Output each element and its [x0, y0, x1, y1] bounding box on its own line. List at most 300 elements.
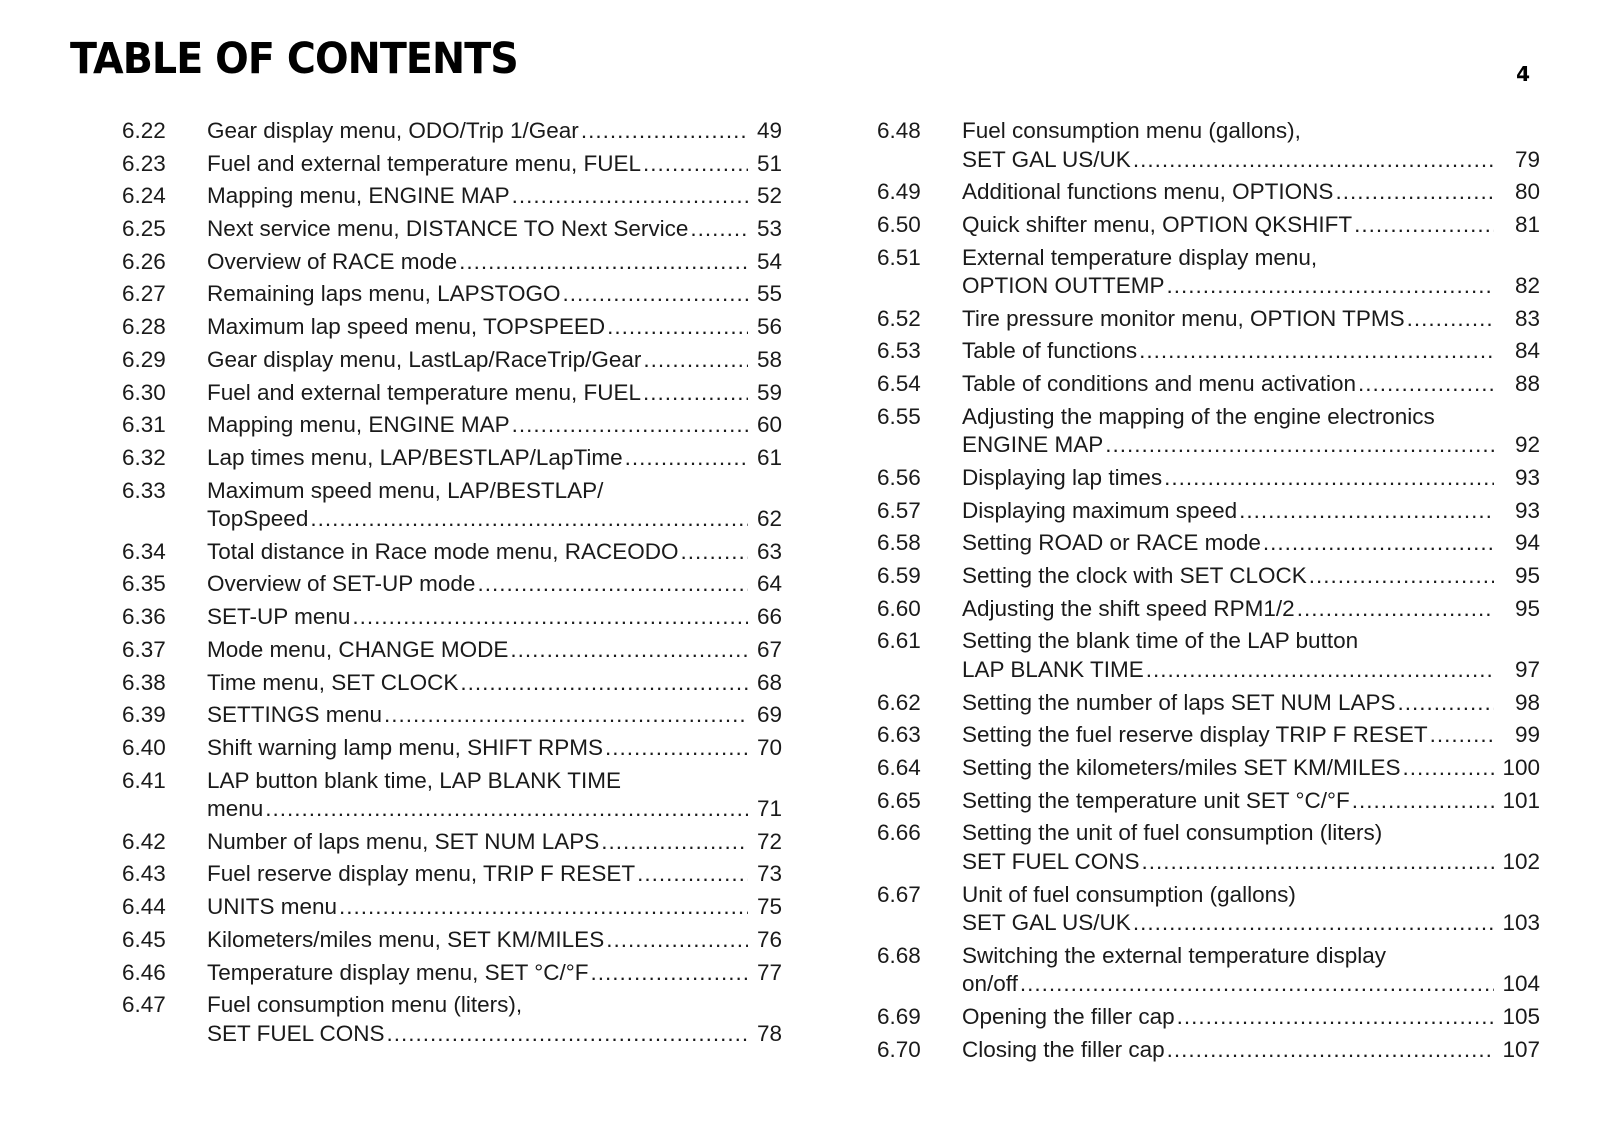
toc-page-number: 80 — [1514, 179, 1540, 205]
toc-entry-title: Fuel consumption menu (gallons), — [962, 118, 1301, 143]
dot-leader — [643, 346, 748, 375]
toc-entry-title: Mapping menu, ENGINE MAP — [207, 412, 510, 438]
toc-entry-title: Overview of SET-UP mode — [207, 571, 476, 597]
toc-entry-text — [207, 603, 782, 632]
toc-entry-title-continuation: OPTION OUTTEMP — [962, 273, 1165, 299]
toc-entry[interactable] — [122, 701, 782, 730]
toc-entry-text — [962, 178, 1540, 207]
toc-entry-last-line — [207, 669, 782, 698]
toc-entry[interactable] — [877, 337, 1540, 366]
toc-section-number: 6.59 — [877, 563, 921, 589]
dot-leader — [1164, 464, 1494, 493]
dot-leader — [1335, 178, 1494, 207]
toc-entry-title: Overview of RACE mode — [207, 248, 458, 274]
toc-entry-title: Fuel and external temperature menu, FUEL — [207, 150, 641, 176]
dot-leader — [384, 701, 748, 730]
toc-entry-text — [962, 562, 1540, 591]
toc-section-number: 6.52 — [877, 305, 921, 331]
toc-entry-title: SET-UP menu — [207, 604, 351, 630]
dot-leader — [690, 215, 748, 244]
dot-leader — [625, 444, 748, 473]
dot-leader — [1167, 1036, 1494, 1065]
toc-entry[interactable] — [877, 595, 1540, 624]
toc-section-number: 6.30 — [122, 379, 166, 405]
dot-leader — [1020, 970, 1494, 999]
toc-entry[interactable] — [122, 538, 782, 567]
toc-entry-title-continuation: SET GAL US/UK — [962, 146, 1131, 172]
toc-entry-title: Fuel consumption menu (liters), — [207, 992, 523, 1018]
toc-entry-text — [962, 787, 1540, 816]
toc-entry-text — [962, 942, 1540, 999]
toc-entry-title: Additional functions menu, OPTIONS — [962, 179, 1334, 205]
toc-entry-title-continuation: TopSpeed — [207, 506, 309, 532]
toc-entry[interactable] — [877, 370, 1540, 399]
dot-leader — [1407, 305, 1494, 334]
toc-entry-text — [207, 150, 782, 179]
toc-entry-last-line — [207, 215, 782, 244]
toc-page-number: 93 — [1514, 497, 1540, 523]
toc-entry-title: Setting the number of laps SET NUM LAPS — [962, 689, 1396, 715]
toc-entry-last-line — [207, 959, 782, 988]
toc-entry-text — [207, 734, 782, 763]
toc-section-number: 6.38 — [122, 669, 166, 695]
toc-page-number: 58 — [756, 346, 782, 372]
toc-entry-text — [207, 117, 782, 146]
toc-page-number: 69 — [756, 702, 782, 728]
toc-entry[interactable] — [877, 305, 1540, 334]
toc-entry[interactable] — [877, 942, 1540, 999]
toc-entry-text — [207, 991, 782, 1048]
toc-section-number: 6.69 — [877, 1003, 921, 1029]
toc-entry-last-line — [207, 795, 782, 824]
toc-entry-last-line — [962, 1036, 1540, 1065]
toc-entry-last-line — [207, 603, 782, 632]
toc-entry-last-line — [207, 313, 782, 342]
toc-section-number: 6.54 — [877, 371, 921, 397]
dot-leader — [310, 505, 748, 534]
toc-section-number: 6.49 — [877, 179, 921, 205]
toc-section-number: 6.44 — [122, 894, 166, 920]
toc-entry-last-line — [207, 379, 782, 408]
page-number: 4 — [1516, 62, 1530, 86]
toc-entry-last-line — [962, 497, 1540, 526]
toc-section-number: 6.45 — [122, 926, 166, 952]
toc-page-number: 67 — [756, 636, 782, 662]
dot-leader — [510, 636, 748, 665]
toc-entry-title-continuation: menu — [207, 796, 264, 822]
toc-entry-text — [962, 464, 1540, 493]
toc-page-number: 52 — [756, 183, 782, 209]
toc-entry[interactable] — [122, 603, 782, 632]
toc-entry[interactable] — [122, 313, 782, 342]
toc-section-number: 6.27 — [122, 281, 166, 307]
toc-section-number: 6.25 — [122, 216, 166, 242]
toc-entry-text — [207, 346, 782, 375]
dot-leader — [460, 669, 748, 698]
toc-entry[interactable] — [877, 464, 1540, 493]
toc-entry-text — [962, 754, 1540, 783]
toc-entry-title: Mode menu, CHANGE MODE — [207, 636, 509, 662]
toc-entry-title: Closing the filler cap — [962, 1036, 1165, 1062]
toc-entry-last-line — [207, 117, 782, 146]
toc-entry[interactable] — [877, 178, 1540, 207]
toc-entry-last-line — [207, 860, 782, 889]
toc-entry-title: Shift warning lamp menu, SHIFT RPMS — [207, 734, 603, 760]
toc-entry-title-continuation: ENGINE MAP — [962, 432, 1104, 458]
dot-leader — [606, 926, 748, 955]
toc-section-number: 6.68 — [877, 942, 921, 968]
toc-entry[interactable] — [877, 627, 1540, 684]
toc-section-number: 6.31 — [122, 412, 166, 438]
toc-section-number: 6.40 — [122, 734, 166, 760]
dot-leader — [1142, 848, 1494, 877]
toc-entry-title: Table of functions — [962, 338, 1138, 364]
toc-page-number: 103 — [1502, 910, 1540, 936]
toc-section-number: 6.22 — [122, 118, 166, 143]
dot-leader — [1239, 497, 1494, 526]
toc-entry-last-line — [962, 337, 1540, 366]
toc-section-number: 6.36 — [122, 604, 166, 630]
toc-entry-text — [962, 497, 1540, 526]
toc-page-number: 73 — [756, 861, 782, 887]
toc-entry[interactable] — [122, 150, 782, 179]
toc-entry-last-line — [962, 211, 1540, 240]
toc-entry-title-continuation: SET FUEL CONS — [962, 848, 1140, 874]
toc-entry-text — [962, 819, 1540, 876]
toc-entry-title: Setting the fuel reserve display TRIP F RESET — [962, 722, 1428, 748]
toc-page-number: 107 — [1502, 1036, 1540, 1062]
toc-entry-last-line — [962, 787, 1540, 816]
toc-section-number: 6.42 — [122, 828, 166, 854]
toc-section-number: 6.67 — [877, 881, 921, 907]
toc-page-number: 101 — [1502, 787, 1540, 813]
toc-page-number: 61 — [756, 444, 782, 470]
toc-page-number: 82 — [1514, 273, 1540, 299]
toc-page-number: 104 — [1502, 971, 1540, 997]
toc-entry[interactable] — [877, 787, 1540, 816]
toc-entry-title-continuation: SET FUEL CONS — [207, 1020, 385, 1046]
toc-entry[interactable] — [877, 721, 1540, 750]
dot-leader — [1263, 529, 1494, 558]
toc-section-number: 6.50 — [877, 211, 921, 237]
toc-entry-title: Gear display menu, LastLap/RaceTrip/Gear — [207, 346, 642, 372]
toc-entry[interactable] — [122, 767, 782, 824]
toc-entry-last-line — [207, 926, 782, 955]
dot-leader — [1133, 146, 1494, 175]
toc-section-number: 6.55 — [877, 403, 921, 429]
toc-entry-text — [962, 1036, 1540, 1065]
toc-entry[interactable] — [122, 636, 782, 665]
toc-section-number: 6.29 — [122, 346, 166, 372]
toc-entry-last-line — [962, 656, 1540, 685]
dot-leader — [387, 1020, 748, 1049]
toc-entry[interactable] — [877, 819, 1540, 876]
toc-entry[interactable] — [877, 881, 1540, 938]
toc-left-column — [122, 117, 782, 1052]
dot-leader — [459, 248, 748, 277]
toc-entry-text — [962, 211, 1540, 240]
toc-entry[interactable] — [877, 529, 1540, 558]
dot-leader — [1358, 370, 1494, 399]
toc-entry-last-line — [962, 970, 1540, 999]
toc-entry[interactable] — [122, 379, 782, 408]
toc-entry[interactable] — [122, 248, 782, 277]
toc-entry[interactable] — [877, 689, 1540, 718]
toc-entry-title: Kilometers/miles menu, SET KM/MILES — [207, 926, 605, 952]
dot-leader — [590, 959, 748, 988]
toc-page-number: 59 — [756, 379, 782, 405]
toc-entry-text — [207, 860, 782, 889]
dot-leader — [477, 570, 748, 599]
toc-page-number: 63 — [756, 538, 782, 564]
toc-section-number: 6.28 — [122, 314, 166, 340]
toc-entry-text — [962, 689, 1540, 718]
toc-entry-title: SETTINGS menu — [207, 702, 383, 728]
toc-page-number: 78 — [756, 1020, 782, 1046]
toc-entry-title: Time menu, SET CLOCK — [207, 669, 459, 695]
toc-entry[interactable] — [122, 860, 782, 889]
toc-entry-last-line — [962, 595, 1540, 624]
toc-entry-text — [207, 182, 782, 211]
toc-entry-last-line — [207, 701, 782, 730]
toc-page-number: 76 — [756, 926, 782, 952]
dot-leader — [352, 603, 748, 632]
toc-page-number: 95 — [1514, 595, 1540, 621]
toc-entry-title: Next service menu, DISTANCE TO Next Service — [207, 216, 689, 242]
toc-page-number: 98 — [1514, 689, 1540, 715]
toc-entry-text — [207, 215, 782, 244]
toc-entry-text — [207, 411, 782, 440]
toc-entry-last-line — [207, 893, 782, 922]
toc-entry-last-line — [962, 370, 1540, 399]
toc-entry[interactable] — [877, 754, 1540, 783]
toc-section-number: 6.47 — [122, 992, 166, 1018]
toc-entry-text — [962, 337, 1540, 366]
toc-entry-last-line — [207, 734, 782, 763]
toc-entry-text — [962, 117, 1540, 174]
toc-section-number: 6.37 — [122, 636, 166, 662]
toc-page-number: 68 — [756, 669, 782, 695]
toc-entry[interactable] — [877, 497, 1540, 526]
toc-section-number: 6.64 — [877, 755, 921, 780]
toc-page-number: 75 — [756, 894, 782, 920]
toc-section-number: 6.32 — [122, 444, 166, 470]
toc-entry-title: Adjusting the shift speed RPM1/2 — [962, 595, 1295, 621]
toc-page-number: 97 — [1514, 656, 1540, 682]
toc-entry[interactable] — [122, 991, 782, 1048]
toc-page-number: 54 — [756, 248, 782, 274]
toc-page-number: 81 — [1514, 211, 1540, 237]
toc-entry-last-line — [962, 562, 1540, 591]
toc-entry-text — [207, 701, 782, 730]
toc-entry-title: Adjusting the mapping of the engine electronics — [962, 403, 1435, 429]
toc-entry[interactable] — [877, 1036, 1540, 1065]
dot-leader — [339, 893, 748, 922]
dot-leader — [1352, 787, 1494, 816]
toc-entry-last-line — [962, 305, 1540, 334]
toc-section-number: 6.63 — [877, 722, 921, 748]
toc-entry-last-line — [207, 538, 782, 567]
dot-leader — [512, 182, 748, 211]
toc-entry[interactable] — [122, 477, 782, 534]
toc-entry[interactable] — [122, 117, 782, 146]
toc-right-column — [877, 117, 1540, 1068]
dot-leader — [637, 860, 748, 889]
toc-section-number: 6.70 — [877, 1036, 921, 1062]
toc-entry-title: Setting the blank time of the LAP button — [962, 628, 1359, 654]
toc-entry-text — [962, 529, 1540, 558]
toc-entry-title: Lap times menu, LAP/BESTLAP/LapTime — [207, 444, 623, 470]
toc-entry-text — [207, 636, 782, 665]
toc-entry-text — [207, 477, 782, 534]
toc-entry-last-line — [207, 1020, 782, 1049]
toc-entry-text — [207, 959, 782, 988]
toc-entry-text — [207, 669, 782, 698]
page-title: TABLE OF CONTENTS — [70, 34, 518, 84]
toc-entry-text — [207, 379, 782, 408]
toc-section-number: 6.46 — [122, 959, 166, 985]
toc-page-number: 88 — [1514, 371, 1540, 397]
dot-leader — [1309, 562, 1494, 591]
dot-leader — [1139, 337, 1494, 366]
toc-entry[interactable] — [122, 444, 782, 473]
toc-entry-text — [207, 893, 782, 922]
dot-leader — [1177, 1003, 1494, 1032]
toc-entry-title: Maximum lap speed menu, TOPSPEED — [207, 314, 606, 340]
toc-entry[interactable] — [877, 211, 1540, 240]
dot-leader — [1105, 431, 1494, 460]
toc-entry-text — [207, 828, 782, 857]
toc-entry[interactable] — [122, 570, 782, 599]
toc-section-number: 6.34 — [122, 538, 166, 564]
toc-entry[interactable] — [122, 215, 782, 244]
toc-section-number: 6.33 — [122, 477, 166, 503]
toc-entry[interactable] — [877, 117, 1540, 174]
toc-entry-text — [207, 767, 782, 824]
toc-entry-text — [962, 881, 1540, 938]
toc-entry-last-line — [207, 248, 782, 277]
toc-entry-title: Quick shifter menu, OPTION QKSHIFT — [962, 211, 1353, 237]
toc-section-number: 6.23 — [122, 150, 166, 176]
toc-entry-title: Setting the unit of fuel consumption (liters) — [962, 820, 1383, 846]
toc-entry-last-line — [207, 280, 782, 309]
toc-entry-title: LAP button blank time, LAP BLANK TIME — [207, 767, 621, 793]
dot-leader — [601, 828, 748, 857]
toc-entry-title: Total distance in Race mode menu, RACEODO — [207, 538, 679, 564]
toc-entry-last-line — [962, 1003, 1540, 1032]
toc-entry-title-continuation: SET GAL US/UK — [962, 910, 1131, 936]
toc-entry-last-line — [962, 431, 1540, 460]
toc-entry[interactable] — [877, 1003, 1540, 1032]
toc-entry-last-line — [207, 505, 782, 534]
toc-entry[interactable] — [877, 244, 1540, 301]
toc-entry-title: Temperature display menu, SET °C/°F — [207, 959, 589, 985]
toc-page-number: 53 — [756, 216, 782, 242]
toc-entry-title: External temperature display menu, — [962, 244, 1318, 270]
dot-leader — [1133, 909, 1494, 938]
toc-page-number: 100 — [1502, 755, 1540, 780]
toc-entry-last-line — [962, 529, 1540, 558]
toc-entry-last-line — [962, 178, 1540, 207]
toc-entry-last-line — [207, 182, 782, 211]
dot-leader — [512, 411, 748, 440]
toc-entry-last-line — [962, 146, 1540, 175]
toc-entry-last-line — [962, 721, 1540, 750]
toc-entry-last-line — [962, 272, 1540, 301]
toc-entry-title: Displaying maximum speed — [962, 497, 1238, 523]
dot-leader — [1398, 689, 1494, 718]
toc-section-number: 6.60 — [877, 595, 921, 621]
toc-entry[interactable] — [122, 280, 782, 309]
toc-entry-text — [207, 926, 782, 955]
toc-entry-title: Setting the temperature unit SET °C/°F — [962, 787, 1350, 813]
toc-entry[interactable] — [122, 828, 782, 857]
toc-entry-text — [207, 313, 782, 342]
dot-leader — [1403, 754, 1495, 783]
toc-entry[interactable] — [122, 893, 782, 922]
toc-entry-text — [207, 444, 782, 473]
toc-entry[interactable] — [122, 346, 782, 375]
toc-entry-text — [207, 570, 782, 599]
toc-entry-last-line — [207, 570, 782, 599]
dot-leader — [643, 379, 748, 408]
toc-section-number: 6.62 — [877, 689, 921, 715]
toc-entry-title: Setting the clock with SET CLOCK — [962, 563, 1307, 589]
toc-entry-title: Unit of fuel consumption (gallons) — [962, 881, 1296, 907]
toc-entry-last-line — [207, 411, 782, 440]
dot-leader — [1167, 272, 1495, 301]
toc-entry[interactable] — [122, 411, 782, 440]
toc-entry-text — [962, 305, 1540, 334]
toc-entry-text — [962, 1003, 1540, 1032]
toc-entry-title-continuation: LAP BLANK TIME — [962, 656, 1144, 682]
toc-entry[interactable] — [122, 182, 782, 211]
toc-entry-title: UNITS menu — [207, 894, 338, 920]
toc-section-number: 6.61 — [877, 628, 921, 654]
dot-leader — [1297, 595, 1494, 624]
toc-entry-text — [962, 403, 1540, 460]
toc-section-number: 6.48 — [877, 118, 921, 143]
toc-entry-title: Displaying lap times — [962, 465, 1163, 490]
toc-page-number: 99 — [1514, 722, 1540, 748]
toc-section-number: 6.53 — [877, 338, 921, 364]
toc-entry[interactable] — [122, 669, 782, 698]
toc-entry-title: Fuel reserve display menu, TRIP F RESET — [207, 861, 636, 887]
toc-entry-title: Opening the filler cap — [962, 1003, 1175, 1029]
toc-page-number: 60 — [756, 412, 782, 438]
toc-section-number: 6.51 — [877, 244, 921, 270]
toc-section-number: 6.39 — [122, 702, 166, 728]
toc-entry-title: Maximum speed menu, LAP/BESTLAP/ — [207, 477, 604, 503]
toc-entry[interactable] — [122, 926, 782, 955]
toc-section-number: 6.26 — [122, 248, 166, 274]
toc-section-number: 6.66 — [877, 820, 921, 846]
dot-leader — [680, 538, 748, 567]
toc-entry[interactable] — [877, 403, 1540, 460]
toc-page-number: 70 — [756, 734, 782, 760]
toc-section-number: 6.56 — [877, 465, 921, 490]
toc-entry[interactable] — [122, 959, 782, 988]
toc-entry-text — [962, 244, 1540, 301]
toc-entry-last-line — [962, 464, 1540, 493]
toc-entry-text — [962, 721, 1540, 750]
toc-entry[interactable] — [877, 562, 1540, 591]
dot-leader — [563, 280, 749, 309]
toc-entry-title: Switching the external temperature display — [962, 942, 1386, 968]
toc-entry-last-line — [962, 848, 1540, 877]
toc-entry[interactable] — [122, 734, 782, 763]
toc-entry-title: Remaining laps menu, LAPSTOGO — [207, 281, 561, 307]
